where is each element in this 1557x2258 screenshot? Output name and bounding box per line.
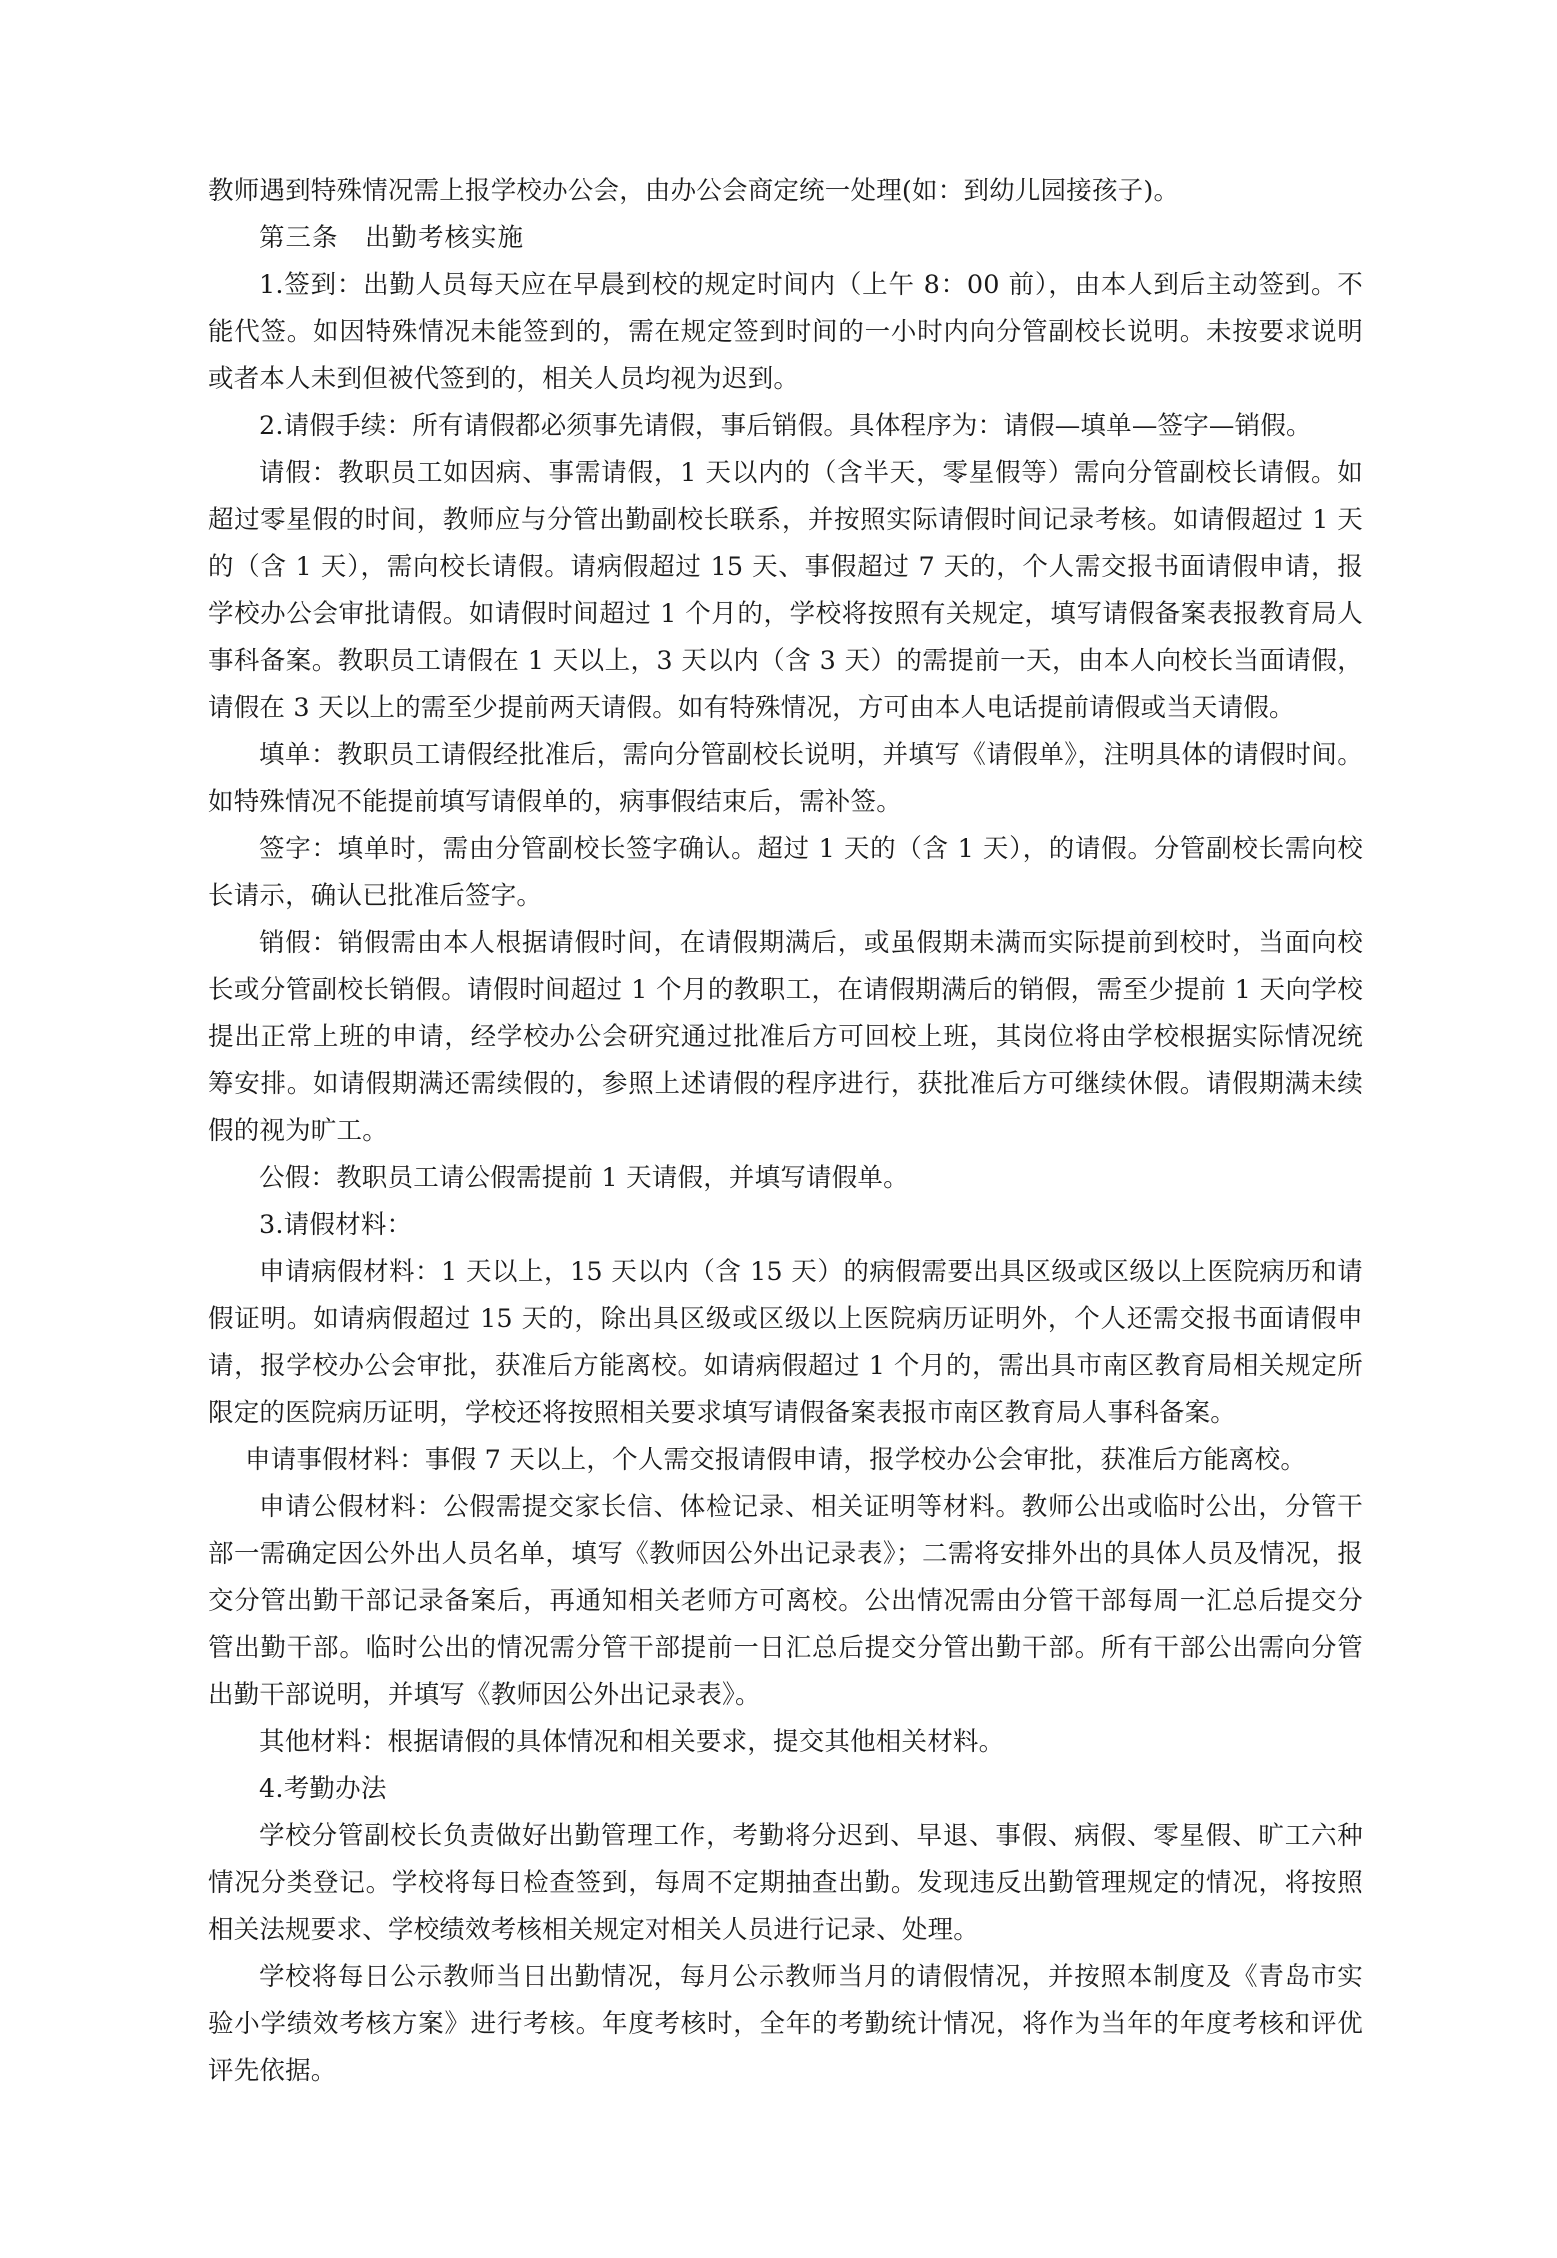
section-heading-attendance-method: 4.考勤办法 [259, 1774, 387, 1804]
paragraph-attendance-publicity: 学校将每日公示教师当日出勤情况，每月公示教师当月的请假情况，并按照本制度及《青岛市实验小学绩效考核方案》进行考核。年度考核时，全年的考勤统计情况，将作为当年的年度考核和评优评先依据。 [208, 1962, 1363, 2086]
paragraph-sign-in: 1.签到：出勤人员每天应在早晨到校的规定时间内（上午 8：00 前），由本人到后主动签到。不能代签。如因特殊情况未能签到的，需在规定签到时间的一小时内向分管副校长说明。未按要求说明或者本人未到但被代签到的，相关人员均视为迟到。 [208, 270, 1363, 394]
section-heading-leave-materials: 3.请假材料： [259, 1210, 413, 1240]
paragraph-signature: 签字：填单时，需由分管副校长签字确认。超过 1 天的（含 1 天），的请假。分管副校长需向校长请示，确认已批准后签字。 [208, 834, 1363, 911]
paragraph-cancel-leave: 销假：销假需由本人根据请假时间，在请假期满后，或虽假期未满而实际提前到校时，当面向校长或分管副校长销假。请假时间超过 1 个月的教职工，在请假期满后的销假，需至少提前 1 天向学校提出正常上班的申请，经学校办公会研究通过批准后方可回校上班，其岗位将由学校根据实际情况统筹安排。如请假期满还需续假的，参照上述请假的程序进行，获批准后方可继续休假。请假期满未续假的视为旷工。 [208, 928, 1363, 1146]
paragraph-personal-leave-materials: 申请事假材料：事假 7 天以上，个人需交报请假申请，报学校办公会审批，获准后方能离校。 [245, 1445, 1307, 1475]
paragraph-special-cases: 教师遇到特殊情况需上报学校办公会，由办公会商定统一处理(如：到幼儿园接孩子)。 [208, 176, 1180, 206]
section-heading-article-3: 第三条 出勤考核实施 [259, 223, 525, 253]
paragraph-sick-leave-materials: 申请病假材料：1 天以上，15 天以内（含 15 天）的病假需要出具区级或区级以上医院病历和请假证明。如请病假超过 15 天的，除出具区级或区级以上医院病历证明外，个人还需交报书面请假申请，报学校办公会审批，获准后方能离校。如请病假超过 1 个月的，需出具市南区教育局相关规定所限定的医院病历证明，学校还将按照相关要求填写请假备案表报市南区教育局人事科备案。 [208, 1257, 1363, 1428]
paragraph-fill-form: 填单：教职员工请假经批准后，需向分管副校长说明，并填写《请假单》，注明具体的请假时间。如特殊情况不能提前填写请假单的，病事假结束后，需补签。 [208, 740, 1363, 817]
paragraph-other-materials: 其他材料：根据请假的具体情况和相关要求，提交其他相关材料。 [259, 1727, 1005, 1757]
paragraph-leave-request: 请假：教职员工如因病、事需请假，1 天以内的（含半天，零星假等）需向分管副校长请假。如超过零星假的时间，教师应与分管出勤副校长联系，并按照实际请假时间记录考核。如请假超过 1 天的（含 1 天），需向校长请假。请病假超过 15 天、事假超过 7 天的，个人需交报书面请假申请，报学校办公会审批请假。如请假时间超过 1 个月的，学校将按照有关规定，填写请假备案表报教育局人事科备案。教职员工请假在 1 天以上，3 天以内（含 3 天）的需提前一天，由本人向校长当面请假，请假在 3 天以上的需至少提前两天请假。如有特殊情况，方可由本人电话提前请假或当天请假。 [208, 458, 1363, 723]
paragraph-leave-procedure: 2.请假手续：所有请假都必须事先请假，事后销假。具体程序为：请假—填单—签字—销假。 [259, 411, 1312, 441]
paragraph-official-leave-materials: 申请公假材料：公假需提交家长信、体检记录、相关证明等材料。教师公出或临时公出，分管干部一需确定因公外出人员名单，填写《教师因公外出记录表》；二需将安排外出的具体人员及情况，报交分管出勤干部记录备案后，再通知相关老师方可离校。公出情况需由分管干部每周一汇总后提交分管出勤干部。临时公出的情况需分管干部提前一日汇总后提交分管出勤干部。所有干部公出需向分管出勤干部说明，并填写《教师因公外出记录表》。 [208, 1492, 1363, 1710]
document-body [208, 168, 1363, 2095]
paragraph-official-leave: 公假：教职员工请公假需提前 1 天请假，并填写请假单。 [259, 1163, 909, 1193]
paragraph-attendance-management: 学校分管副校长负责做好出勤管理工作，考勤将分迟到、早退、事假、病假、零星假、旷工六种情况分类登记。学校将每日检查签到，每周不定期抽查出勤。发现违反出勤管理规定的情况，将按照相关法规要求、学校绩效考核相关规定对相关人员进行记录、处理。 [208, 1821, 1363, 1945]
